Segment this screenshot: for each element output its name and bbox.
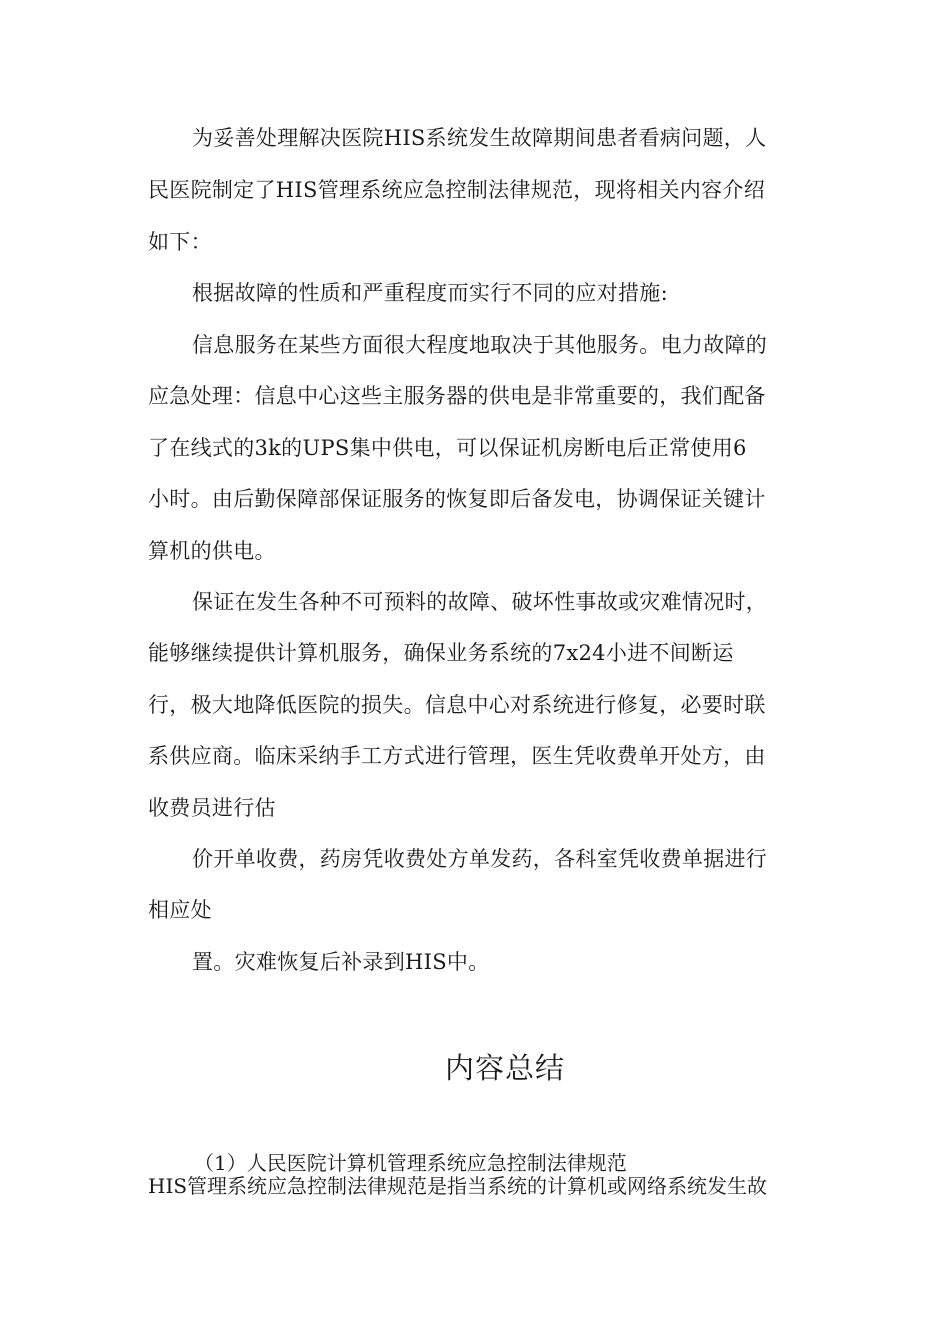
summary-heading: 内容总结 [444, 1051, 565, 1085]
paragraph-line: 应急处理：信息中心这些主服务器的供电是非常重要的，我们配备 [148, 384, 766, 408]
paragraph-line: 算机的供电。 [148, 539, 276, 563]
paragraph-line: 信息服务在某些方面很大程度地取决于其他服务。电力故障的 [192, 333, 768, 357]
paragraph-line: 根据故障的性质和严重程度而实行不同的应对措施: [192, 281, 668, 305]
paragraph-line: 收费员进行估 [148, 796, 276, 820]
paragraph-line: 相应处 [148, 898, 212, 922]
paragraph-line: 民医院制定了HIS管理系统应急控制法律规范，现将相关内容介绍 [148, 178, 765, 202]
paragraph-line: 如下： [148, 230, 212, 254]
summary-text: HIS管理系统应急控制法律规范是指当系统的计算机或网络系统发生故 [148, 1174, 768, 1198]
paragraph-line: 了在线式的3k的UPS集中供电，可以保证机房断电后正常使用6 [148, 436, 747, 460]
paragraph-line: 价开单收费，药房凭收费处方单发药，各科室凭收费单据进行 [192, 847, 768, 871]
paragraph-line: 系供应商。临床采纳手工方式进行管理，医生凭收费单开处方，由 [148, 744, 766, 768]
paragraph-line: 行，极大地降低医院的损失。信息中心对系统进行修复，必要时联 [148, 693, 766, 717]
paragraph-line: 置。灾难恢复后补录到HIS中。 [192, 950, 490, 974]
paragraph-line: 为妥善处理解决医院HIS系统发生故障期间患者看病问题，人 [192, 126, 767, 150]
paragraph-line: 能够继续提供计算机服务，确保业务系统的7x24小进不间断运 [148, 641, 734, 665]
paragraph-line: 小时。由后勤保障部保证服务的恢复即后备发电，协调保证关键计 [148, 487, 766, 511]
paragraph-line: 保证在发生各种不可预料的故障、破坏性事故或灾难情况时， [192, 590, 768, 614]
summary-item: （1）人民医院计算机管理系统应急控制法律规范 [194, 1151, 627, 1175]
